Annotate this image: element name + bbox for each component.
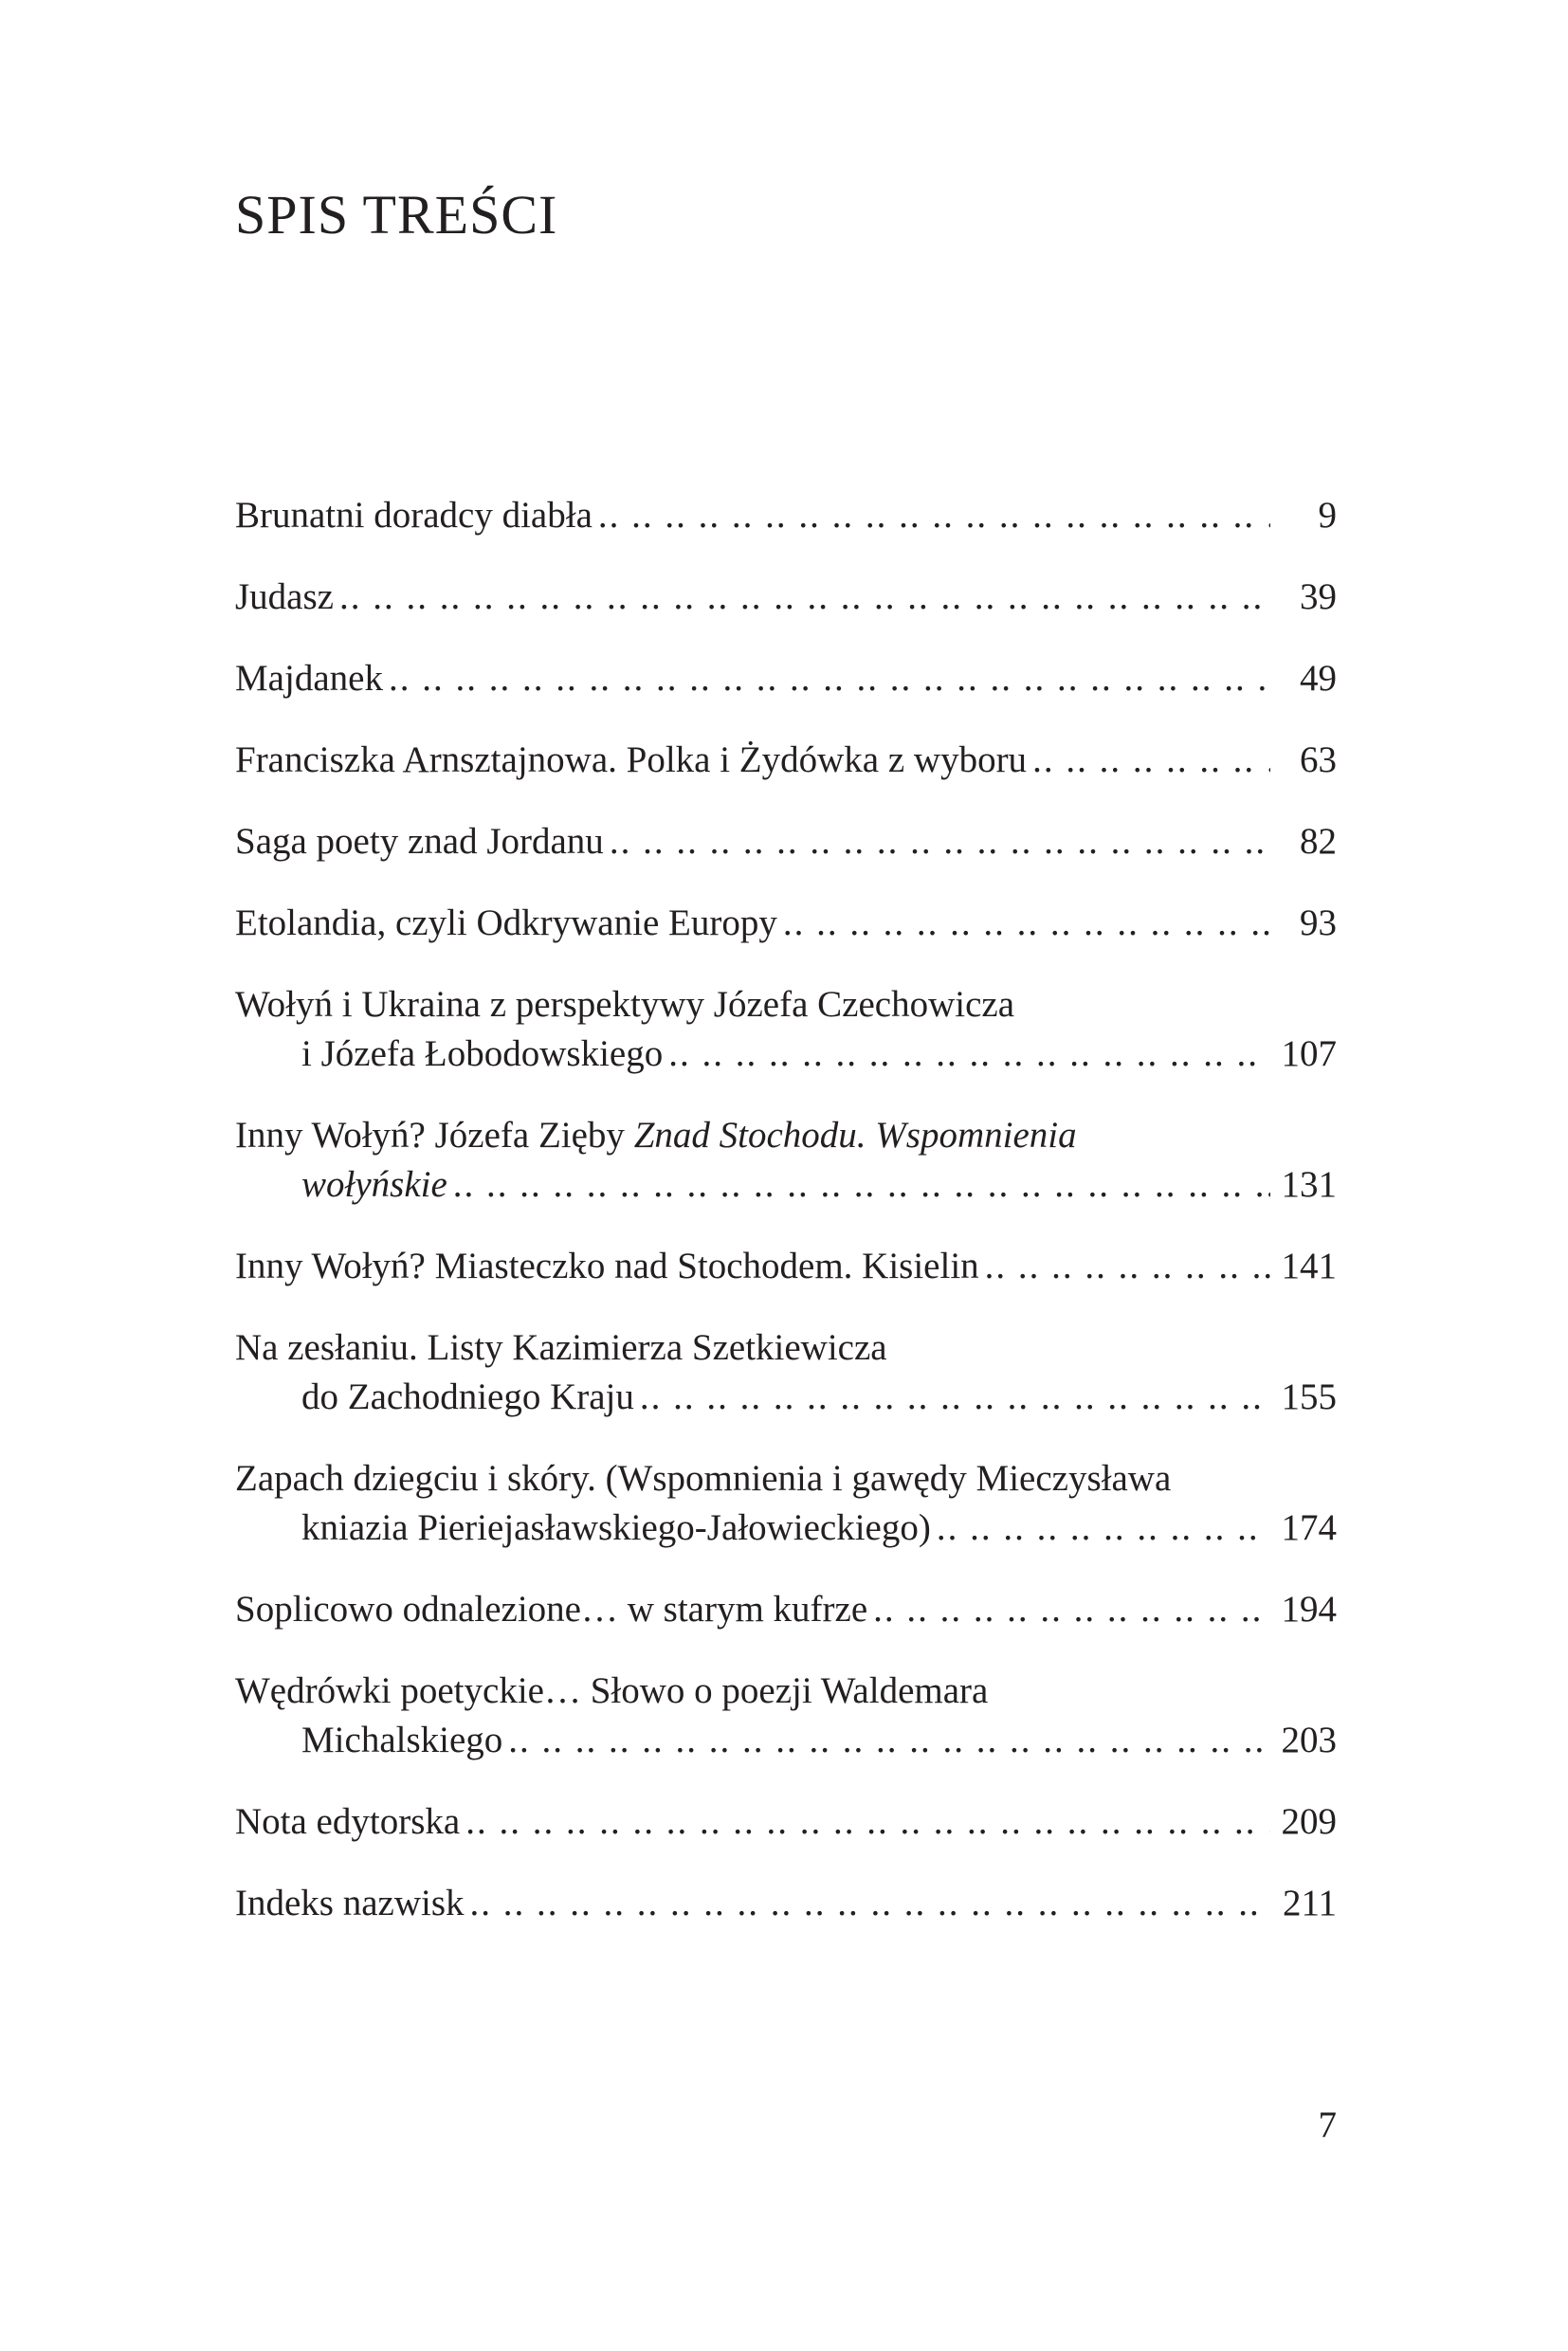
dot-leader: [979, 1242, 1270, 1291]
toc-entry-title-line1: Wędrówki poetyckie… Słowo o poezji Waldemara: [235, 1670, 989, 1711]
toc-entry-title: Nota edytorska: [235, 1801, 461, 1842]
dot-leader: [777, 899, 1270, 948]
book-title-italic: wołyńskie: [301, 1164, 447, 1205]
toc-entry-title-line1: [235, 1111, 1077, 1160]
dot-leader: [502, 1716, 1270, 1765]
toc-entry-title-line2: do Zachodniego Kraju: [301, 1376, 634, 1417]
toc-entry-page: 63: [1300, 739, 1337, 780]
toc-entry-title: Brunatni doradcy diabła: [235, 495, 593, 536]
toc-entry: [235, 1323, 1337, 1422]
toc-entry-title-prefix: Inny Wołyń? Józefa Zięby: [235, 1115, 634, 1156]
toc-entry-page: 49: [1300, 658, 1337, 699]
page-title: SPIS TREŚCI: [235, 184, 558, 246]
toc-entry-page: 93: [1300, 902, 1337, 943]
toc-entry-title-line1: Wołyń i Ukraina z perspektywy Józefa Czechowicza: [235, 984, 1015, 1025]
toc-entry-page: 9: [1318, 495, 1337, 536]
toc-entry-page: 131: [1281, 1164, 1337, 1205]
dot-leader: [1027, 736, 1270, 785]
dot-leader: [447, 1160, 1270, 1210]
toc-entry-title-line2: i Józefa Łobodowskiego: [301, 1033, 664, 1074]
toc-entry: [235, 980, 1337, 1079]
toc-entry-title: Saga poety znad Jordanu: [235, 821, 604, 862]
toc-entry: [235, 573, 1337, 622]
toc-entry: [235, 1667, 1337, 1765]
toc-entry-page: 39: [1300, 576, 1337, 617]
toc-entry-title: Soplicowo odnalezione… w starym kufrze: [235, 1589, 868, 1630]
toc-entry: [235, 1797, 1337, 1847]
dot-leader: [334, 573, 1270, 622]
toc-entry-title: Etolandia, czyli Odkrywanie Europy: [235, 902, 777, 943]
toc-entry-title-line2: Michalskiego: [301, 1720, 503, 1760]
toc-entry-page: 141: [1281, 1246, 1337, 1286]
toc-entry: [235, 654, 1337, 703]
dot-leader: [465, 1879, 1270, 1928]
toc-entry: [235, 1242, 1337, 1291]
toc-entry-title: Majdanek: [235, 658, 383, 699]
toc-entry: [235, 1111, 1337, 1210]
toc-entry-page: 209: [1281, 1801, 1337, 1842]
dot-leader: [460, 1797, 1270, 1847]
dot-leader: [593, 491, 1270, 540]
dot-leader: [604, 817, 1270, 866]
book-title-italic: Znad Stochodu. Wspomnienia: [633, 1115, 1077, 1156]
toc-entry: [235, 899, 1337, 948]
toc-entry-page: 194: [1281, 1589, 1337, 1630]
toc-entry-page: 211: [1282, 1883, 1337, 1923]
toc-entry-title: Inny Wołyń? Miasteczko nad Stochodem. Kisielin: [235, 1246, 979, 1286]
toc-entry-page: 155: [1281, 1376, 1337, 1417]
dot-leader: [383, 654, 1270, 703]
toc-entry: [235, 736, 1337, 785]
toc-entry: [235, 1454, 1337, 1553]
dot-leader: [663, 1030, 1270, 1079]
dot-leader: [867, 1585, 1270, 1634]
page-number: 7: [1318, 2105, 1337, 2145]
toc-entry-page: 174: [1281, 1507, 1337, 1548]
toc-entry-title: Franciszka Arnsztajnowa. Polka i Żydówka z wyboru: [235, 739, 1028, 780]
toc-entry-page: 107: [1281, 1033, 1337, 1074]
toc-entry-title: Indeks nazwisk: [235, 1883, 465, 1923]
toc-entry-page: 203: [1281, 1720, 1337, 1760]
dot-leader: [634, 1373, 1270, 1422]
toc-entry-title-line1: Na zesłaniu. Listy Kazimierza Szetkiewicza: [235, 1327, 887, 1368]
toc-entry-page: 82: [1300, 821, 1337, 862]
toc-entry: [235, 817, 1337, 866]
toc-entry: [235, 1585, 1337, 1634]
toc-entry: [235, 1879, 1337, 1928]
toc-entry-title: Judasz: [235, 576, 334, 617]
toc-entry-title-line2: [301, 1160, 447, 1210]
toc-entry-title-line2: kniazia Pieriejasławskiego-Jałowieckiego): [301, 1507, 931, 1548]
toc-entry: [235, 491, 1337, 540]
dot-leader: [931, 1504, 1270, 1553]
table-of-contents: [235, 491, 1337, 1960]
toc-entry-title-line1: Zapach dziegciu i skóry. (Wspomnienia i gawędy Mieczysława: [235, 1458, 1172, 1499]
